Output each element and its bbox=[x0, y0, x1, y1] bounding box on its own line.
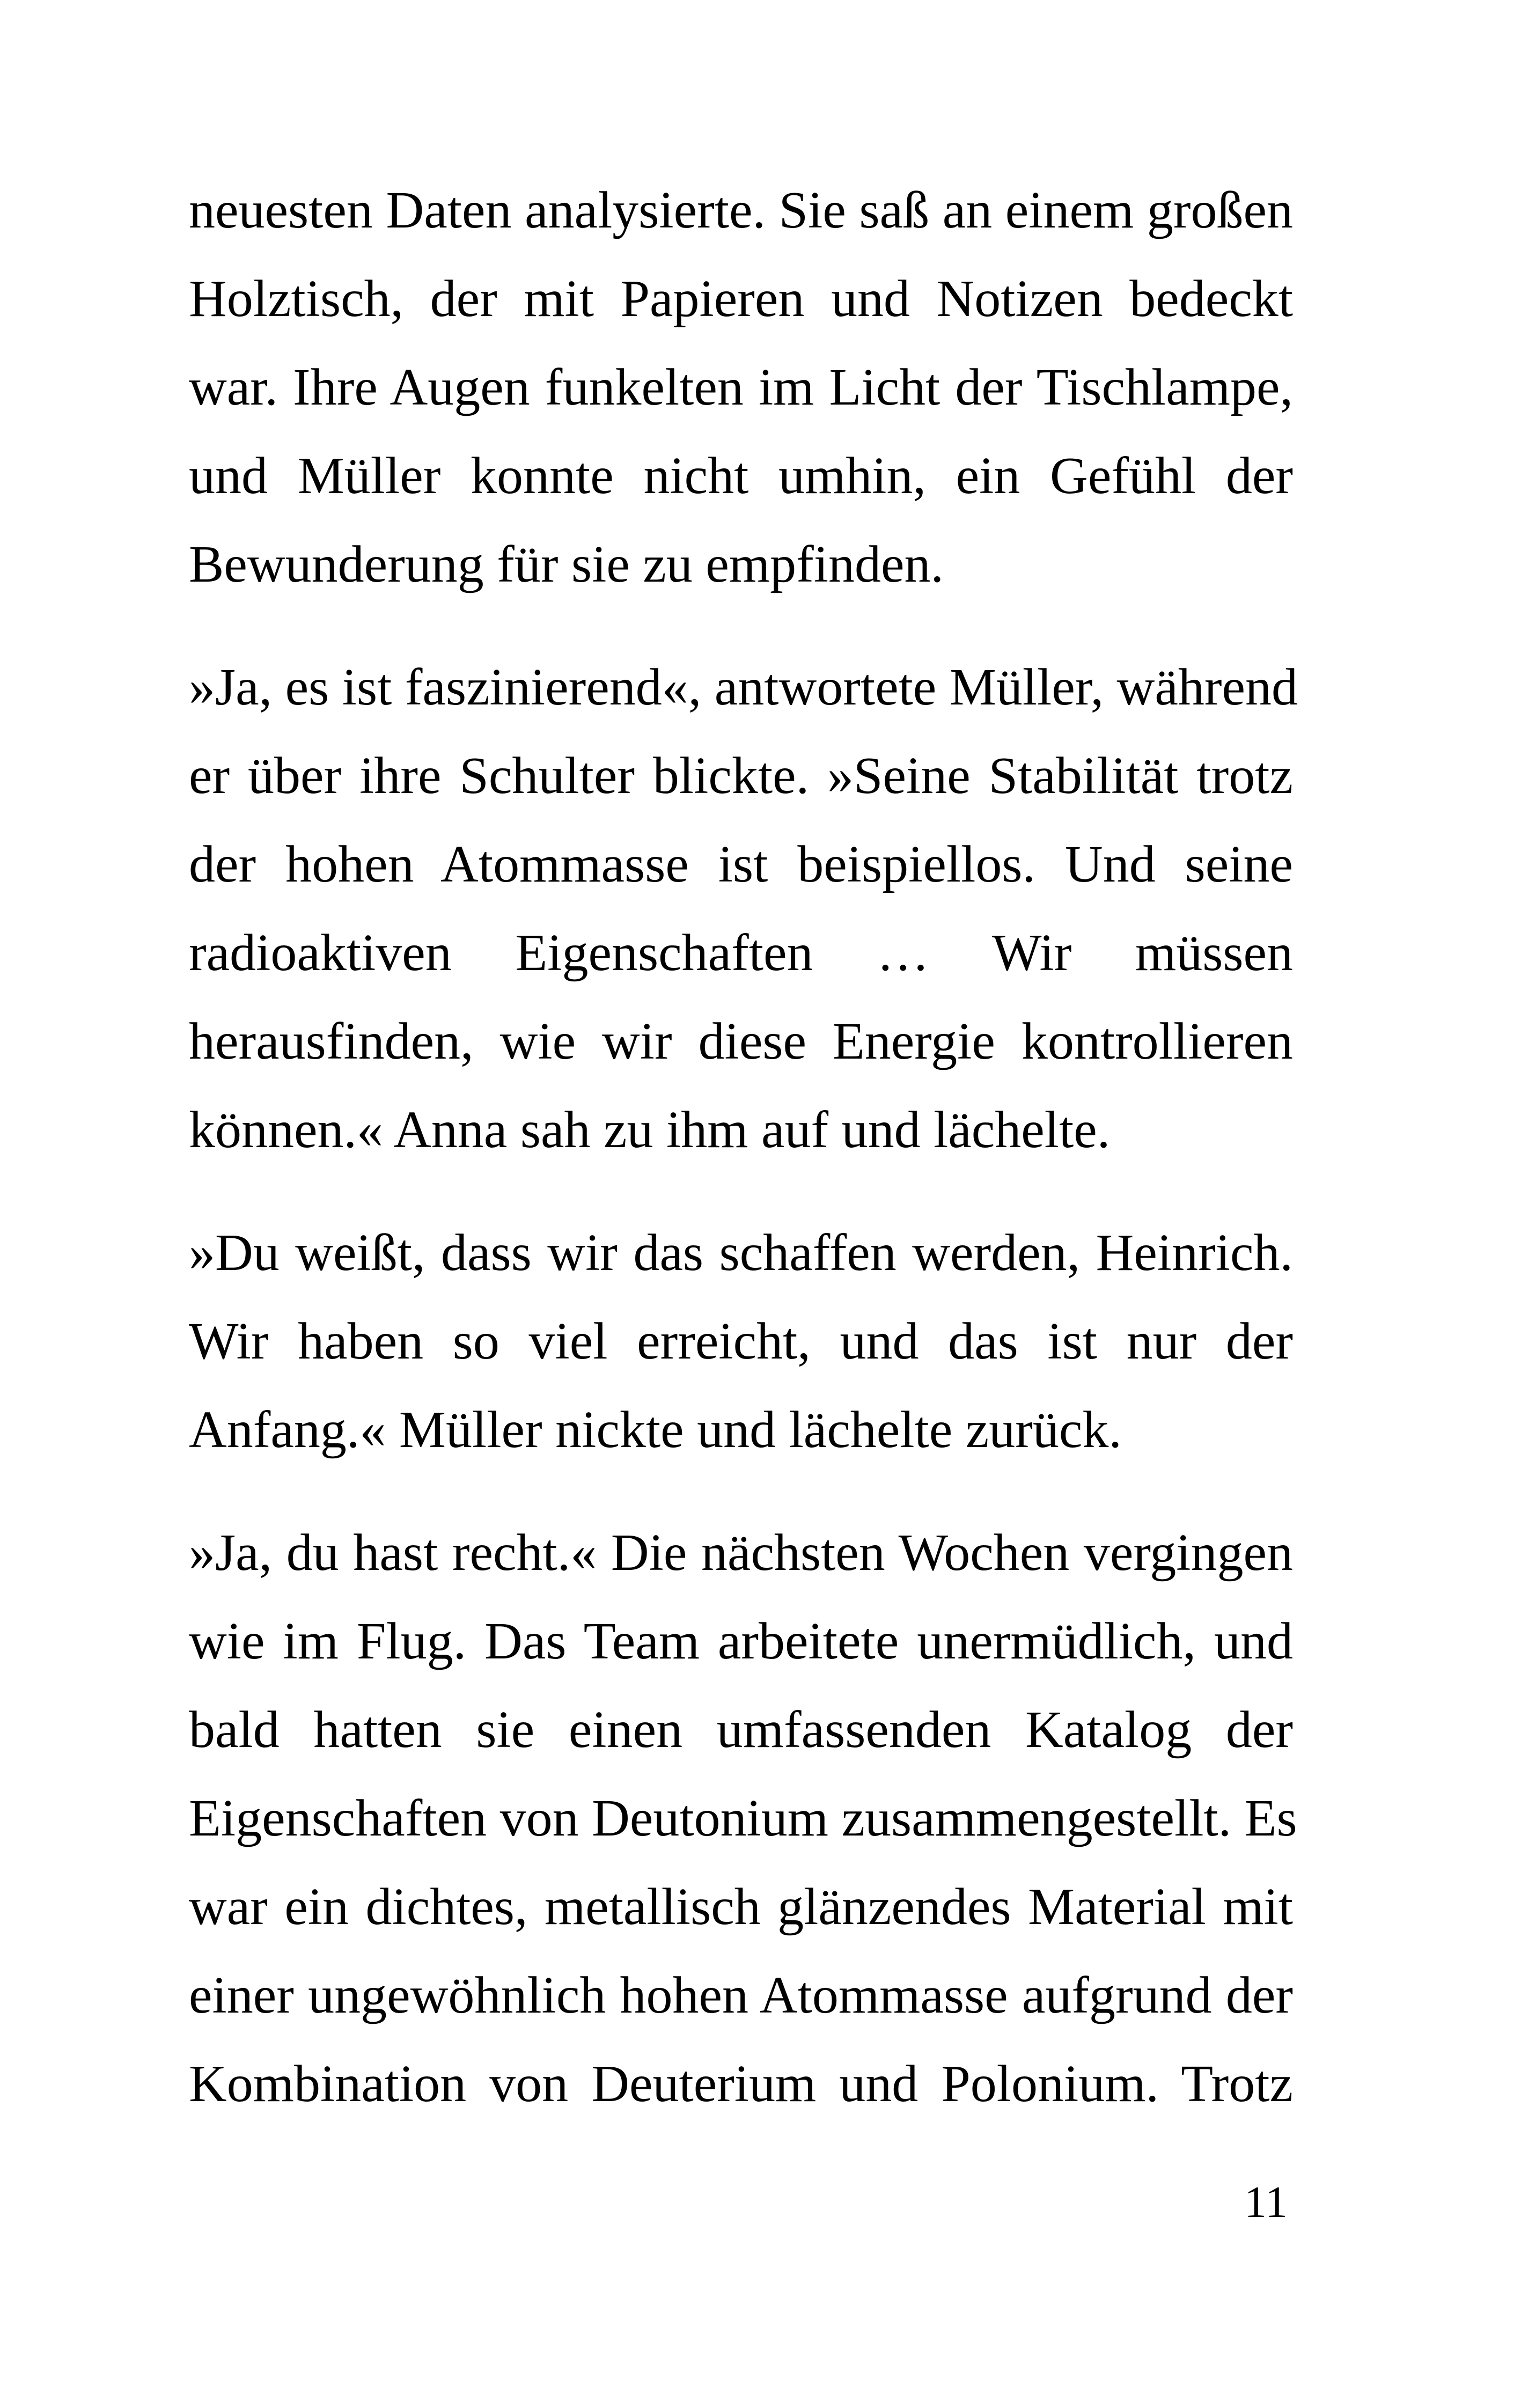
text-line: einer ungewöhnlich hohen Atommasse aufgrund der bbox=[189, 1966, 1293, 2024]
text-line: »Du weißt, dass wir das schaffen werden, Heinrich. bbox=[189, 1224, 1293, 1282]
text-line: Eigenschaften von Deutonium zusammengestellt. Es bbox=[189, 1789, 1297, 1847]
paragraph bbox=[189, 1217, 1293, 1482]
text-line: herausfinden, wie wir diese Energie kontrollieren bbox=[189, 1012, 1293, 1070]
paragraph bbox=[189, 174, 1293, 617]
paragraph-gap bbox=[189, 1183, 1293, 1217]
text-line: er über ihre Schulter blickte. »Seine Stabilität trotz bbox=[189, 747, 1293, 805]
paragraph-gap bbox=[189, 617, 1293, 651]
body-text bbox=[189, 174, 1298, 2137]
text-line: Holztisch, der mit Papieren und Notizen bedeckt bbox=[189, 270, 1293, 328]
text-line: und Müller konnte nicht umhin, ein Gefühl der bbox=[189, 447, 1293, 505]
text-line: »Ja, du hast recht.« Die nächsten Wochen vergingen bbox=[189, 1524, 1293, 1582]
paragraph-gap bbox=[189, 1482, 1293, 1517]
text-line: war ein dichtes, metallisch glänzendes Material mit bbox=[189, 1878, 1293, 1936]
page-number: 11 bbox=[1244, 2177, 1288, 2227]
text-line: radioaktiven Eigenschaften … Wir müssen bbox=[189, 924, 1293, 982]
text-line: Anfang.« Müller nickte und lächelte zurück. bbox=[189, 1401, 1122, 1459]
text-line: »Ja, es ist faszinierend«, antwortete Müller, während bbox=[189, 658, 1298, 716]
text-line: Kombination von Deuterium und Polonium. Trotz bbox=[189, 2055, 1293, 2113]
text-line: der hohen Atommasse ist beispiellos. Und seine bbox=[189, 835, 1293, 893]
text-line: wie im Flug. Das Team arbeitete unermüdlich, und bbox=[189, 1612, 1293, 1670]
text-line: können.« Anna sah zu ihm auf und lächelte. bbox=[189, 1101, 1111, 1159]
paragraph bbox=[189, 1517, 1297, 2137]
text-line: Bewunderung für sie zu empfinden. bbox=[189, 535, 944, 593]
text-line: bald hatten sie einen umfassenden Katalog der bbox=[189, 1701, 1293, 1759]
paragraph bbox=[189, 651, 1298, 1183]
text-line: war. Ihre Augen funkelten im Licht der Tischlampe, bbox=[189, 358, 1293, 416]
text-line: Wir haben so viel erreicht, und das ist nur der bbox=[189, 1312, 1293, 1370]
text-line: neuesten Daten analysierte. Sie saß an einem großen bbox=[189, 181, 1293, 239]
